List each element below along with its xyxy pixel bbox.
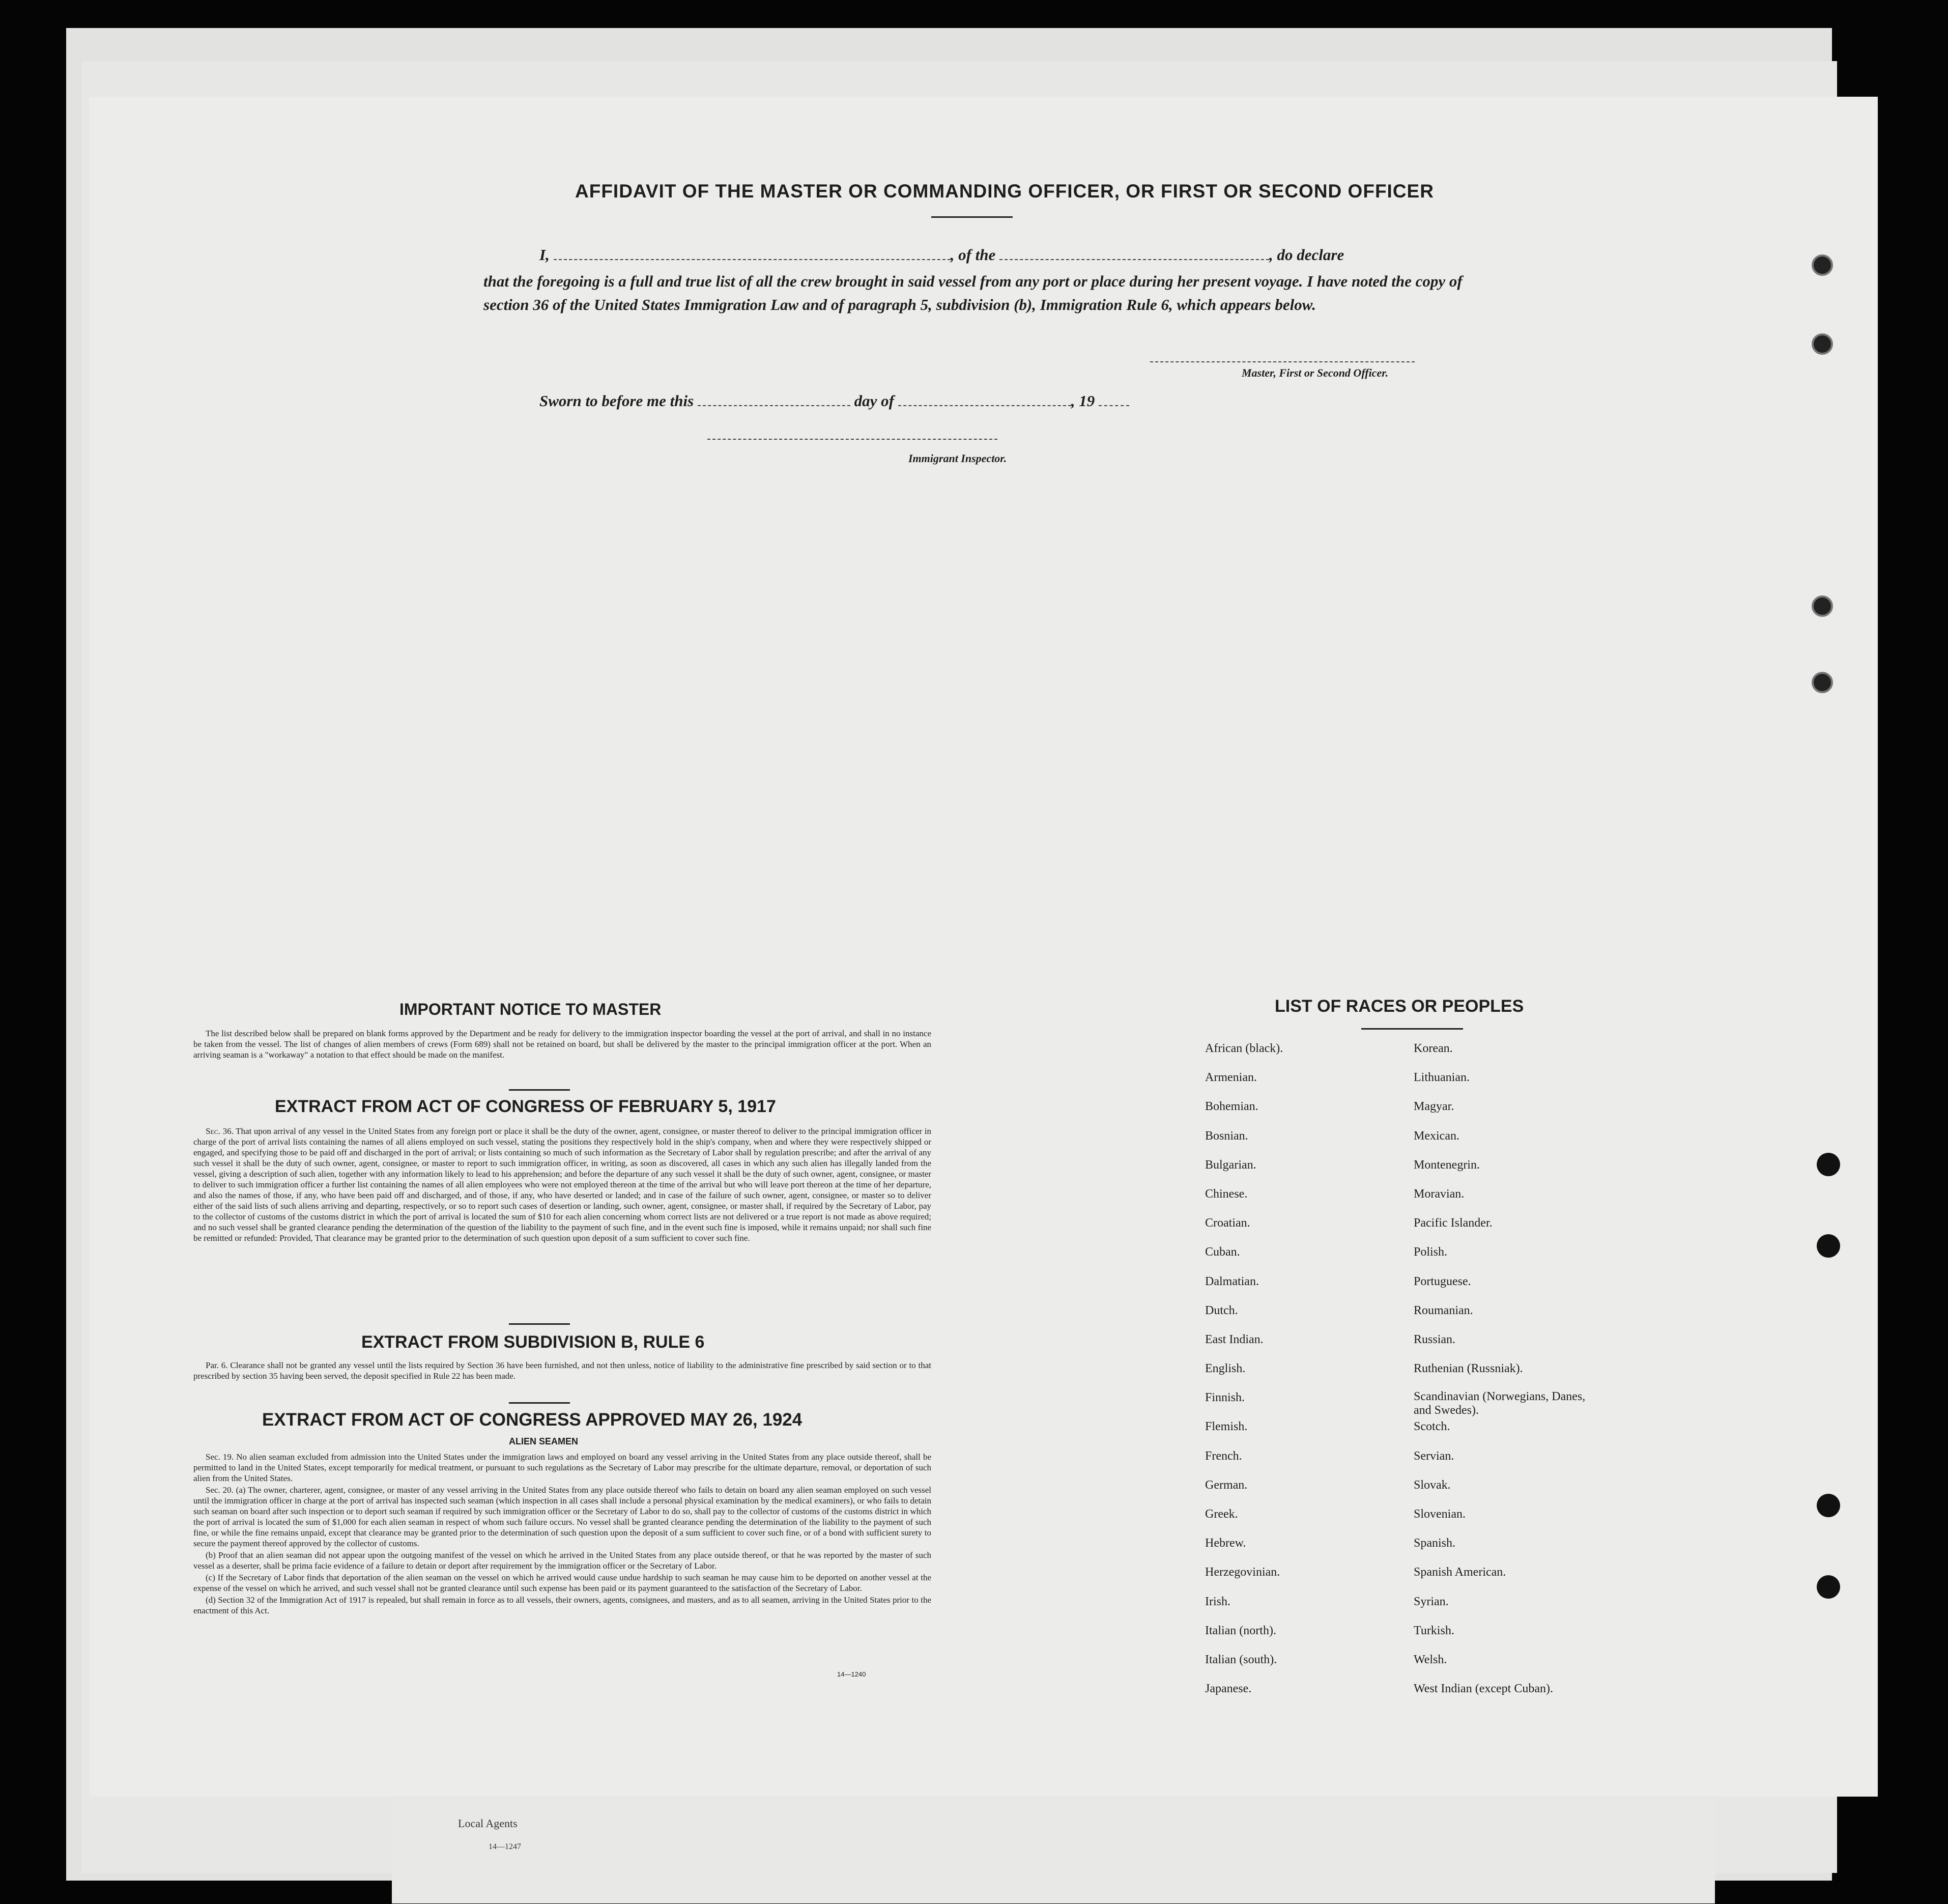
race-item: African (black).: [1205, 1042, 1283, 1055]
extract-1917-paragraph: [193, 1126, 931, 1243]
extract-1917-text: [193, 1126, 931, 1244]
extract-1924-text: [193, 1452, 931, 1617]
binder-hole-icon: [1812, 254, 1833, 276]
race-item: Bulgarian.: [1205, 1158, 1256, 1172]
race-item: Spanish.: [1414, 1537, 1456, 1550]
declaration-body: that the foregoing is a full and true list of all the crew brought in said vessel from any port or place during her present voyage. I have noted the copy of section 36 of the United States Immigration Law and of paragraph 5, subdivision (b), Immigration Rule 6, which appears below.: [483, 272, 1463, 314]
race-item: Slovenian.: [1414, 1508, 1466, 1521]
race-item: Magyar.: [1414, 1100, 1454, 1114]
sworn-line: [483, 389, 1450, 413]
sworn-day-field[interactable]: [698, 392, 850, 406]
race-item: Polish.: [1414, 1245, 1448, 1259]
declare-label: , do declare: [1269, 246, 1344, 264]
sec-20c-paragraph: (c) If the Secretary of Labor finds that deportation of the alien seaman on the vessel on which he arrived would cause undue hardship to such seaman he may cause him to be deported on another vessel at the expense of the vessel on which he arrived, and such vessel shall not be granted clearance until such expense has been paid or its payment guaranteed to the satisfaction of the Secretary of Labor.: [193, 1573, 931, 1593]
rule6-paragraph: Par. 6. Clearance shall not be granted any vessel until the lists required by Section 36 have been furnished, and not then unless, notice of liability to the administrative fine prescribed by said section or to that prescribed by section 35 having been served, the deposit specified in Rule 22 has been made.: [193, 1360, 931, 1381]
binder-hole-icon: [1817, 1575, 1840, 1599]
race-item: English.: [1205, 1362, 1246, 1376]
race-item: Spanish American.: [1414, 1566, 1506, 1579]
underlying-form-number: 14—1247: [489, 1842, 521, 1851]
race-item: Scandinavian (Norwegians, Danes, and Swedes).: [1414, 1390, 1586, 1417]
declaration-line: [483, 243, 1481, 267]
race-item: Greek.: [1205, 1508, 1238, 1521]
race-item: Herzegovinian.: [1205, 1566, 1280, 1579]
race-item: Moravian.: [1414, 1187, 1465, 1201]
sec-19-paragraph: Sec. 19. No alien seaman excluded from admission into the United States under the immigration laws and employed on board any vessel arriving in the United States from any place outside thereof, shall be permitted to land in the United States, except temporarily for medical treatment, or pursuant to such regulations as the Secretary of Labor may prescribe for the ultimate departure, removal, or deportation of such alien from the United States.: [193, 1452, 931, 1483]
rule6-title: EXTRACT FROM SUBDIVISION B, RULE 6: [361, 1332, 705, 1352]
sworn-prefix: Sworn to before me this: [539, 392, 694, 410]
notice-paragraph: The list described below shall be prepared on blank forms approved by the Department and be ready for delivery to the immigration inspector boarding the vessel at the port of arrival, and shall in no instance be taken from the vessel. The list of changes of alien members of crews (Form 689) shall not be retained on board, but shall be delivered by the master to the principal immigration officer at the port. When an arriving seaman is a "workaway" a notation to that effect should be made on the manifest.: [193, 1029, 931, 1060]
race-item: Turkish.: [1414, 1624, 1454, 1637]
race-item: Mexican.: [1414, 1129, 1459, 1143]
sec-20b-paragraph: (b) Proof that an alien seaman did not appear upon the outgoing manifest of the vessel on which he arrived in the United States from any place outside thereof, or that he was reported by the master of such vessel as a deserter, shall be prima facie evidence of a failure to detain or deport after requirement by the immigration officer or the Secretary of Labor.: [193, 1550, 931, 1571]
race-item: Servian.: [1414, 1449, 1454, 1463]
race-item: Chinese.: [1205, 1187, 1248, 1201]
extract-1917-title: EXTRACT FROM ACT OF CONGRESS OF FEBRUARY 5, 1917: [275, 1097, 776, 1116]
local-agents-label: Local Agents: [458, 1817, 518, 1830]
race-item: Syrian.: [1414, 1595, 1449, 1608]
race-item: Montenegrin.: [1414, 1158, 1480, 1172]
race-item: Roumanian.: [1414, 1303, 1473, 1317]
inspector-signature-field[interactable]: [707, 439, 997, 440]
notice-text: [193, 1028, 931, 1061]
sworn-month-field[interactable]: [898, 392, 1071, 406]
binder-hole-icon: [1812, 333, 1833, 355]
title-rule: [931, 216, 1013, 218]
section-rule: [509, 1323, 570, 1325]
race-item: East Indian.: [1205, 1332, 1264, 1346]
race-item: Bosnian.: [1205, 1129, 1248, 1143]
race-item: Irish.: [1205, 1595, 1230, 1608]
inspector-label: Immigrant Inspector.: [908, 452, 1007, 465]
race-item: Croatian.: [1205, 1216, 1250, 1230]
race-item: Bohemian.: [1205, 1100, 1258, 1114]
race-item: West Indian (except Cuban).: [1414, 1682, 1553, 1696]
binder-hole-icon: [1812, 595, 1833, 617]
race-item: Armenian.: [1205, 1071, 1257, 1085]
sec-20a-paragraph: Sec. 20. (a) The owner, charterer, agent, consignee, or master of any vessel arriving in the United States from any place outside thereof who fails to detain on board any alien seaman employed on such vessel until the immigration officer in charge at the port of arrival has inspected such seaman (which inspection in all cases shall include a personal physical examination by the medical examiners), or who fails to detain such seaman on board after such inspection or to deport such seaman if required by such immigration officer or the Secretary of Labor to do so, shall pay to the collector of customs of the customs district in which the port of arrival is located the sum of $1,000 for each alien seaman in respect of whom such failure occurs. No vessel shall be granted clearance pending the determination of the liability to the payment of such fine, or while the fine remains unpaid, except that clearance may be granted prior to the determination of such question upon the deposit of a sum sufficient to cover such fine, or of a bond with sufficient surety to secure the payment thereof approved by the collector of customs.: [193, 1485, 931, 1548]
sworn-year-field[interactable]: [1099, 392, 1129, 406]
section-rule: [509, 1402, 570, 1404]
race-item: Russian.: [1414, 1332, 1456, 1346]
race-item: Cuban.: [1205, 1245, 1240, 1259]
races-list-right: [1414, 1041, 1597, 1710]
section-label: Sec. 36.: [206, 1126, 234, 1136]
affidavit-title: AFFIDAVIT OF THE MASTER OR COMMANDING OFFICER, OR FIRST OR SECOND OFFICER: [575, 181, 1434, 202]
extract-1924-title: EXTRACT FROM ACT OF CONGRESS APPROVED MAY 26, 1924: [262, 1410, 803, 1430]
race-item: Ruthenian (Russniak).: [1414, 1362, 1523, 1376]
notice-title: IMPORTANT NOTICE TO MASTER: [399, 1000, 662, 1018]
race-item: Italian (north).: [1205, 1624, 1276, 1637]
section-36-text: That upon arrival of any vessel in the United States from any foreign port or place it shall be the duty of the owner, agent, consignee, or master thereof to deliver to the principal immigration officer in charge of the port of arrival lists containing the names of all aliens employed on such vessel, stating the positions they respectively hold in the ship's company, when and where they were respectively shipped or engaged, and specifying those to be paid off and discharged in the port of arrival; or lists containing so much of such information as the Secretary of Labor shall by regulation prescribe; and after the arrival of any such vessel it shall be the duty of such owner, agent, consignee, or master to report to such immigration officer, in writing, as soon as discovered, all cases in which any such alien has illegally landed from the vessel, giving a description of such alien, together with any information likely to lead to his apprehension; and before the departure of any such vessel it shall be the duty of such owner, agent, consignee, or master to deliver to such immigration officer a further list containing the names of all alien employees who were not employed thereon at the time of the arrival but who will leave port thereon at the time of her departure, and also the names of those, if any, who have been paid off and discharged, and of those, if any, who have deserted or landed; and in case of the failure of such owner, agent, consignee, or master so to deliver either of the said lists of such aliens arriving and departing, respectively, or so to report such cases of desertion or landing, such owner, agent, consignee, or master shall, if required by the Secretary of Labor, pay to the collector of customs of the customs district in which the port of arrival is located the sum of $10 for each alien concerning whom correct lists are not delivered or a true report is not made as above required; and no such vessel shall be granted clearance pending the determination of the question of the liability to the payment of such fine, and in the event such fine is imposed, while it remains unpaid; nor shall such fine be remitted or refunded: Provided, That clearance may be granted prior to the determination of such question upon deposit of a sum sufficient to cover such fine.: [193, 1126, 931, 1243]
race-item: French.: [1205, 1449, 1242, 1463]
races-title-rule: [1361, 1028, 1463, 1030]
race-item: Scotch.: [1414, 1420, 1450, 1434]
binder-hole-icon: [1812, 672, 1833, 693]
races-list-left: [1205, 1041, 1283, 1710]
declarant-prefix: I,: [539, 246, 550, 264]
vessel-name-field[interactable]: [999, 246, 1269, 260]
race-item: Dalmatian.: [1205, 1274, 1259, 1288]
sworn-day-of: day of: [854, 392, 894, 410]
rule6-text: [193, 1360, 931, 1382]
section-rule: [509, 1089, 570, 1091]
sworn-year-prefix: , 19: [1071, 392, 1095, 410]
sec-20d-paragraph: (d) Section 32 of the Immigration Act of 1917 is repealed, but shall remain in force as to all vessels, their owners, agents, consignees, and masters, and as to all seamen, arriving in the United States prior to the enactment of this Act.: [193, 1595, 931, 1615]
race-item: Welsh.: [1414, 1653, 1447, 1666]
alien-seamen-subtitle: ALIEN SEAMEN: [509, 1436, 579, 1446]
race-item: Lithuanian.: [1414, 1071, 1470, 1085]
race-item: Slovak.: [1414, 1478, 1451, 1492]
declarant-name-field[interactable]: [554, 246, 951, 260]
binder-hole-icon: [1817, 1234, 1840, 1258]
races-title: LIST OF RACES OR PEOPLES: [1275, 997, 1524, 1016]
race-item: Korean.: [1414, 1042, 1453, 1055]
race-item: Finnish.: [1205, 1391, 1245, 1405]
form-number: 14—1240: [837, 1670, 866, 1678]
race-item: Dutch.: [1205, 1303, 1238, 1317]
race-item: Hebrew.: [1205, 1537, 1246, 1550]
race-item: Pacific Islander.: [1414, 1216, 1493, 1230]
of-the-label: , of the: [950, 246, 996, 264]
underlying-sheet-strip: [392, 1799, 1715, 1903]
race-item: Flemish.: [1205, 1420, 1248, 1434]
race-item: Portuguese.: [1414, 1274, 1471, 1288]
race-item: Japanese.: [1205, 1682, 1252, 1696]
race-item: Italian (south).: [1205, 1653, 1277, 1666]
officer-signature-label: Master, First or Second Officer.: [1242, 366, 1389, 379]
race-item: German.: [1205, 1478, 1248, 1492]
officer-signature-field[interactable]: [1150, 361, 1415, 362]
binder-hole-icon: [1817, 1153, 1840, 1176]
binder-hole-icon: [1817, 1494, 1840, 1517]
